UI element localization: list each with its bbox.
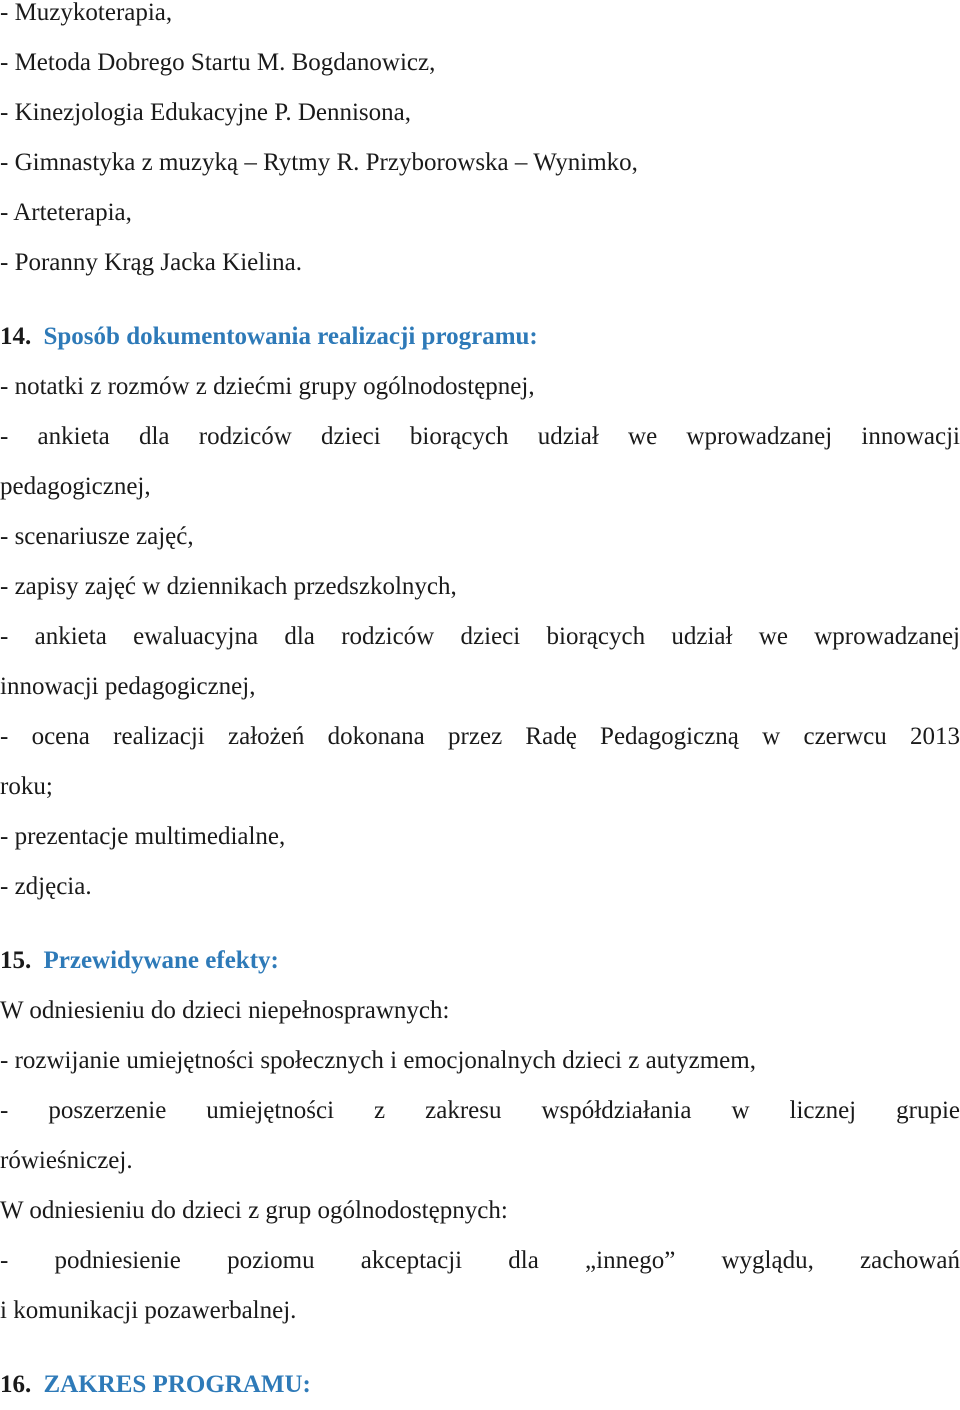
list-item: - Muzykoterapia,	[0, 0, 173, 26]
list-item: - Metoda Dobrego Startu M. Bogdanowicz,	[0, 49, 436, 76]
section-number: 14.	[0, 323, 32, 350]
list-item	[0, 1086, 960, 1136]
list-item: - prezentacje multimedialne,	[0, 823, 286, 850]
justified-text: - ankieta ewaluacyjna dla rodziców dzieci biorących udział we wprowadzanej	[0, 623, 960, 650]
section-title: ZAKRES PROGRAMU:	[43, 1371, 311, 1398]
list-item: - zdjęcia.	[0, 873, 92, 900]
list-item	[0, 712, 960, 762]
list-item: - Kinezjologia Edukacyjne P. Dennisona,	[0, 99, 412, 126]
list-item	[0, 1236, 960, 1286]
list-item	[0, 612, 960, 662]
list-item: - Gimnastyka z muzyką – Rytmy R. Przyborowska – Wynimko,	[0, 149, 638, 176]
section-number: 15.	[0, 947, 32, 974]
justified-text: - poszerzenie umiejętności z zakresu współdziałania w licznej grupie	[0, 1097, 960, 1124]
section-16-heading	[0, 1360, 960, 1410]
section-number: 16.	[0, 1371, 32, 1398]
justified-text: - ankieta dla rodziców dzieci biorących udział we wprowadzanej innowacji	[0, 423, 960, 450]
section-14-heading	[0, 312, 960, 362]
list-item: - Arteterapia,	[0, 199, 132, 226]
list-item	[0, 412, 960, 462]
list-item: - Poranny Krąg Jacka Kielina.	[0, 249, 302, 276]
justified-text: - podniesienie poziomu akceptacji dla „innego” wyglądu, zachowań	[0, 1247, 960, 1274]
list-item: roku;	[0, 773, 53, 800]
list-item: - zapisy zajęć w dziennikach przedszkolnych,	[0, 573, 457, 600]
section-title: Sposób dokumentowania realizacji programu:	[43, 323, 538, 350]
list-item: - rozwijanie umiejętności społecznych i emocjonalnych dzieci z autyzmem,	[0, 1047, 756, 1074]
section-title: Przewidywane efekty:	[43, 947, 279, 974]
list-item: innowacji pedagogicznej,	[0, 673, 256, 700]
paragraph-line: W odniesieniu do dzieci niepełnosprawnych:	[0, 997, 450, 1024]
list-item: pedagogicznej,	[0, 473, 151, 500]
list-item: - scenariusze zajęć,	[0, 523, 194, 550]
paragraph-line: W odniesieniu do dzieci z grup ogólnodostępnych:	[0, 1197, 508, 1224]
list-item: i komunikacji pozawerbalnej.	[0, 1297, 297, 1324]
justified-text: - ocena realizacji założeń dokonana przez Radę Pedagogiczną w czerwcu 2013	[0, 723, 960, 750]
section-15-heading	[0, 936, 960, 986]
list-item: rówieśniczej.	[0, 1147, 133, 1174]
list-item: - notatki z rozmów z dziećmi grupy ogólnodostępnej,	[0, 373, 535, 400]
